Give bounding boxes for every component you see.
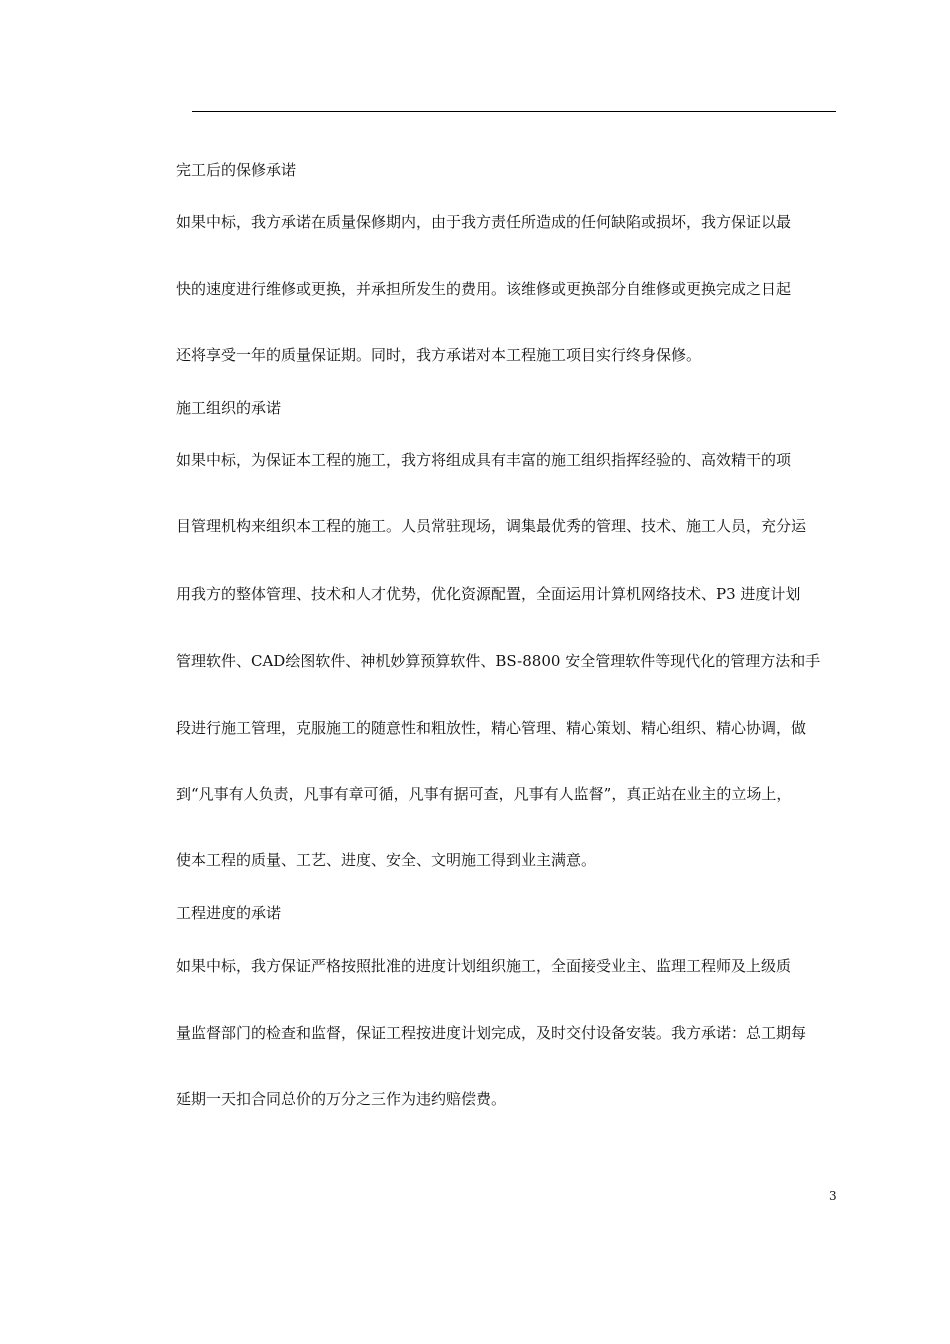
paragraph-line: 到“凡事有人负责，凡事有章可循，凡事有据可查，凡事有人监督”，真正站在业主的立场上， [176,785,792,803]
paragraph-line: 管理软件、CAD绘图软件、神机妙算预算软件、BS-8800 安全管理软件等现代化的管理方法和手 [176,652,821,670]
paragraph-line: 如果中标，为保证本工程的施工，我方将组成具有丰富的施工组织指挥经验的、高效精干的项 [176,451,792,469]
paragraph-line: 使本工程的质量、工艺、进度、安全、文明施工得到业主满意。 [176,851,597,869]
paragraph-line: 如果中标，我方保证严格按照批准的进度计划组织施工，全面接受业主、监理工程师及上级质 [176,957,792,975]
paragraph-line: 快的速度进行维修或更换，并承担所发生的费用。该维修或更换部分自维修或更换完成之日起 [176,280,792,298]
section-heading-schedule: 工程进度的承诺 [176,904,282,922]
paragraph-line: 段进行施工管理，克服施工的随意性和粗放性，精心管理、精心策划、精心组织、精心协调，做 [176,719,807,737]
paragraph-line: 用我方的整体管理、技术和人才优势，优化资源配置，全面运用计算机网络技术、P3 进度计划 [176,585,801,603]
paragraph-line: 如果中标，我方承诺在质量保修期内，由于我方责任所造成的任何缺陷或损坏，我方保证以最 [176,213,792,231]
paragraph-line: 目管理机构来组织本工程的施工。人员常驻现场，调集最优秀的管理、技术、施工人员，充分运 [176,517,807,535]
section-heading-warranty: 完工后的保修承诺 [176,161,297,179]
page-number: 3 [829,1189,837,1203]
section-heading-organization: 施工组织的承诺 [176,399,282,417]
paragraph-line: 延期一天扣合同总价的万分之三作为违约赔偿费。 [176,1090,507,1108]
paragraph-line: 还将享受一年的质量保证期。同时，我方承诺对本工程施工项目实行终身保修。 [176,346,702,364]
header-rule [192,111,836,112]
paragraph-line: 量监督部门的检查和监督，保证工程按进度计划完成，及时交付设备安装。我方承诺：总工期每 [176,1024,807,1042]
